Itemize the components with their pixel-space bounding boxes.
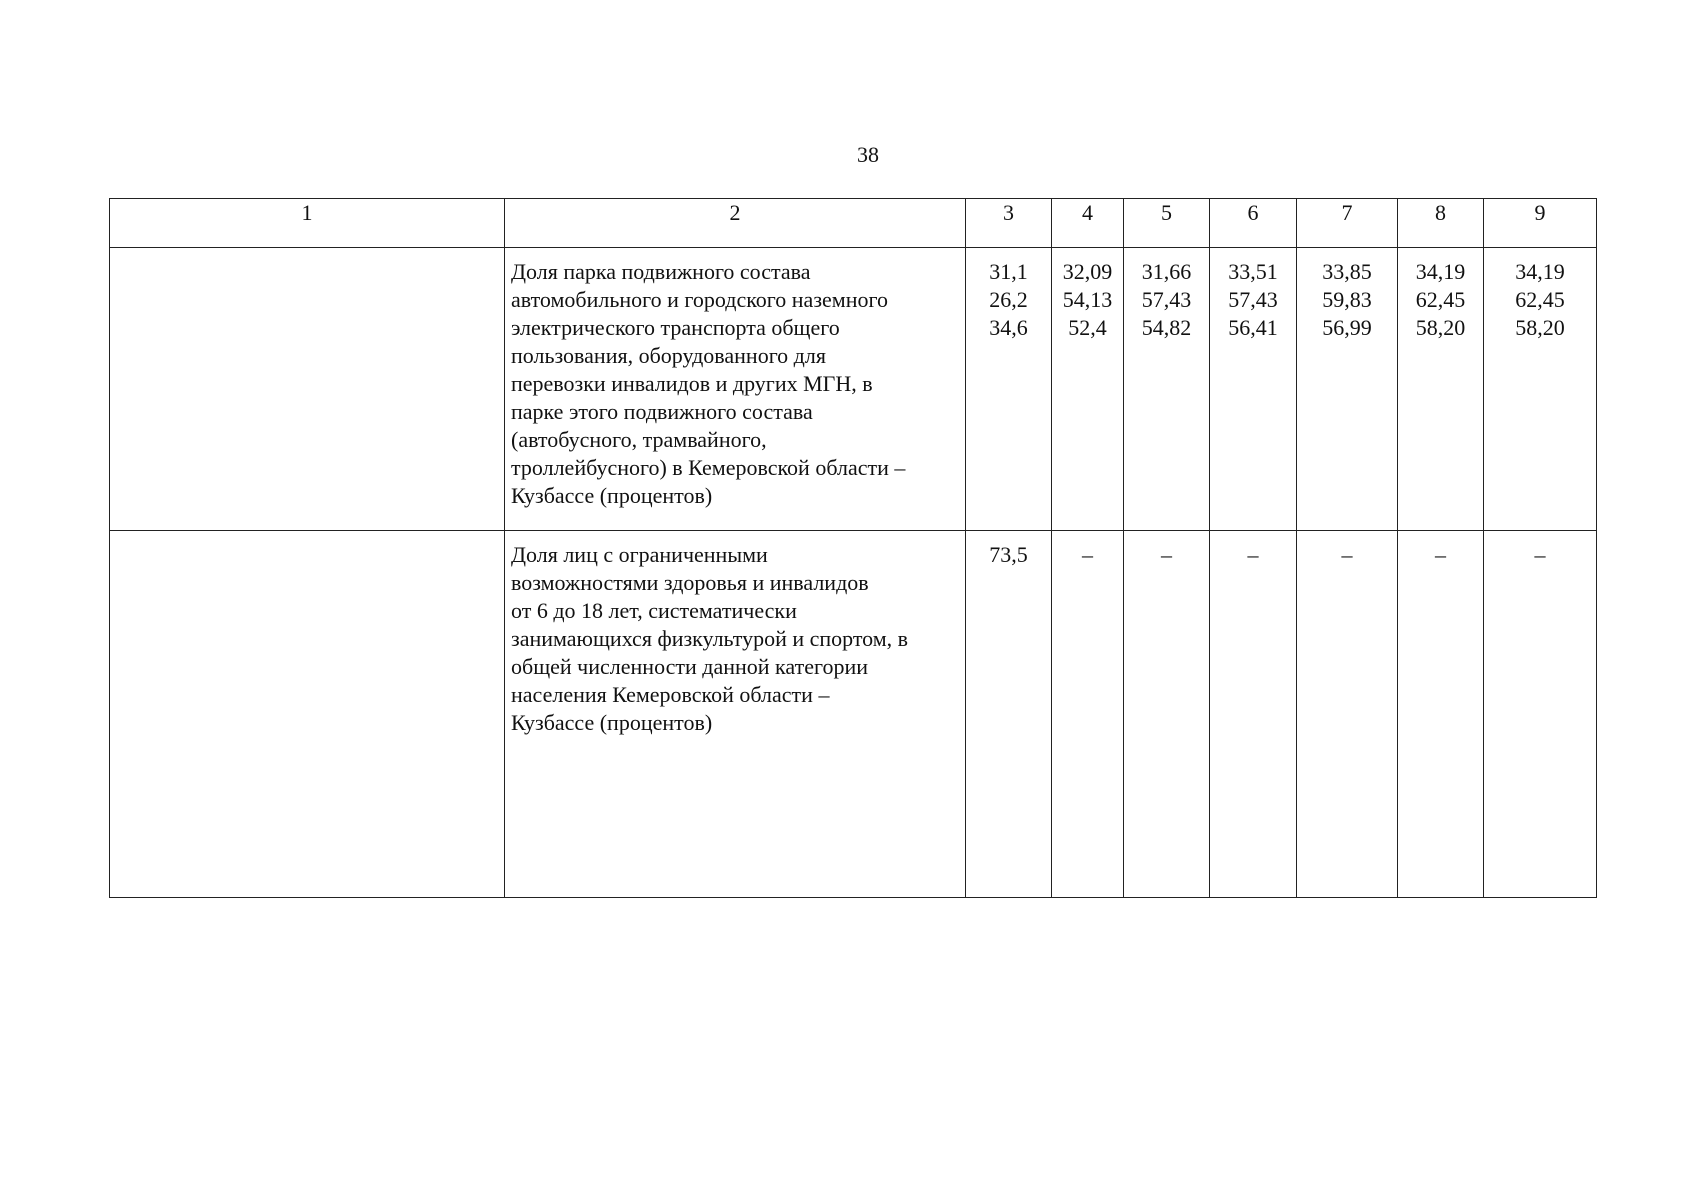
value-cell-col9 (1484, 531, 1597, 898)
description-line: перевозки инвалидов и других МГН, в (511, 371, 873, 396)
description-line: (автобусного, трамвайного, (511, 427, 767, 452)
header-cell-1: 1 (110, 199, 505, 248)
value: 62,45 (1515, 287, 1565, 312)
indicator-description (505, 248, 966, 531)
header-row (110, 199, 1597, 248)
value: 34,19 (1415, 259, 1466, 284)
description-line: троллейбусного) в Кемеровской области – (511, 455, 906, 480)
value-cell-col8 (1398, 531, 1484, 898)
value-cell-col6 (1210, 248, 1297, 531)
description-line: от 6 до 18 лет, систематически (511, 598, 797, 623)
value-cell-col7 (1297, 531, 1398, 898)
header-cell-3: 3 (966, 199, 1052, 248)
header-cell-2: 2 (505, 199, 966, 248)
description-line: общей численности данной категории (511, 654, 868, 679)
value: 54,13 (1062, 287, 1113, 312)
value-cell-col3 (966, 248, 1052, 531)
value-cell-col4 (1052, 531, 1124, 898)
value: 33,85 (1322, 259, 1372, 284)
description-line: возможностями здоровья и инвалидов (511, 570, 869, 595)
header-cell-4: 4 (1052, 199, 1124, 248)
value: 62,45 (1415, 287, 1466, 312)
value: 54,82 (1141, 315, 1192, 340)
table-row (110, 531, 1597, 898)
header-cell-7: 7 (1297, 199, 1398, 248)
value: 34,6 (989, 315, 1028, 340)
indicators-table (109, 198, 1597, 898)
value-cell-col5 (1124, 531, 1210, 898)
value: 26,2 (989, 287, 1028, 312)
value: – (1082, 542, 1093, 567)
value: 56,99 (1322, 315, 1372, 340)
row-label-cell (110, 531, 505, 898)
value: 57,43 (1141, 287, 1192, 312)
value-cell-col5 (1124, 248, 1210, 531)
description-line: пользования, оборудованного для (511, 343, 826, 368)
value-cell-col7 (1297, 248, 1398, 531)
value: 31,1 (989, 259, 1028, 284)
header-cell-9: 9 (1484, 199, 1597, 248)
value: 56,41 (1228, 315, 1278, 340)
value: – (1247, 542, 1259, 567)
value: 31,66 (1141, 259, 1192, 284)
header-cell-5: 5 (1124, 199, 1210, 248)
value: – (1435, 542, 1446, 567)
value-cell-col3 (966, 531, 1052, 898)
value: 32,09 (1062, 259, 1113, 284)
value: 58,20 (1415, 315, 1466, 340)
description-line: парке этого подвижного состава (511, 399, 813, 424)
value-cell-col8 (1398, 248, 1484, 531)
value: – (1534, 542, 1546, 567)
value: 34,19 (1515, 259, 1565, 284)
page-number: 38 (857, 142, 879, 167)
value-cell-col4 (1052, 248, 1124, 531)
indicator-description (505, 531, 966, 898)
description-line: электрического транспорта общего (511, 315, 840, 340)
table-row (110, 248, 1597, 531)
header-cell-8: 8 (1398, 199, 1484, 248)
value: 57,43 (1228, 287, 1278, 312)
description-line: Кузбассе (процентов) (511, 483, 713, 508)
value: 59,83 (1322, 287, 1372, 312)
description-line: автомобильного и городского наземного (511, 287, 888, 312)
description-line: занимающихся физкультурой и спортом, в (511, 626, 909, 651)
value-cell-col9 (1484, 248, 1597, 531)
value: 73,5 (989, 542, 1028, 567)
value-cell-col6 (1210, 531, 1297, 898)
description-line: Доля парка подвижного состава (511, 259, 811, 284)
description-line: населения Кемеровской области – (511, 682, 830, 707)
description-line: Доля лиц с ограниченными (511, 542, 768, 567)
value: 52,4 (1068, 315, 1107, 340)
header-cell-6: 6 (1210, 199, 1297, 248)
value: 33,51 (1228, 259, 1278, 284)
row-label-cell (110, 248, 505, 531)
value: – (1161, 542, 1172, 567)
value: 58,20 (1515, 315, 1565, 340)
value: – (1341, 542, 1353, 567)
description-line: Кузбассе (процентов) (511, 710, 713, 735)
